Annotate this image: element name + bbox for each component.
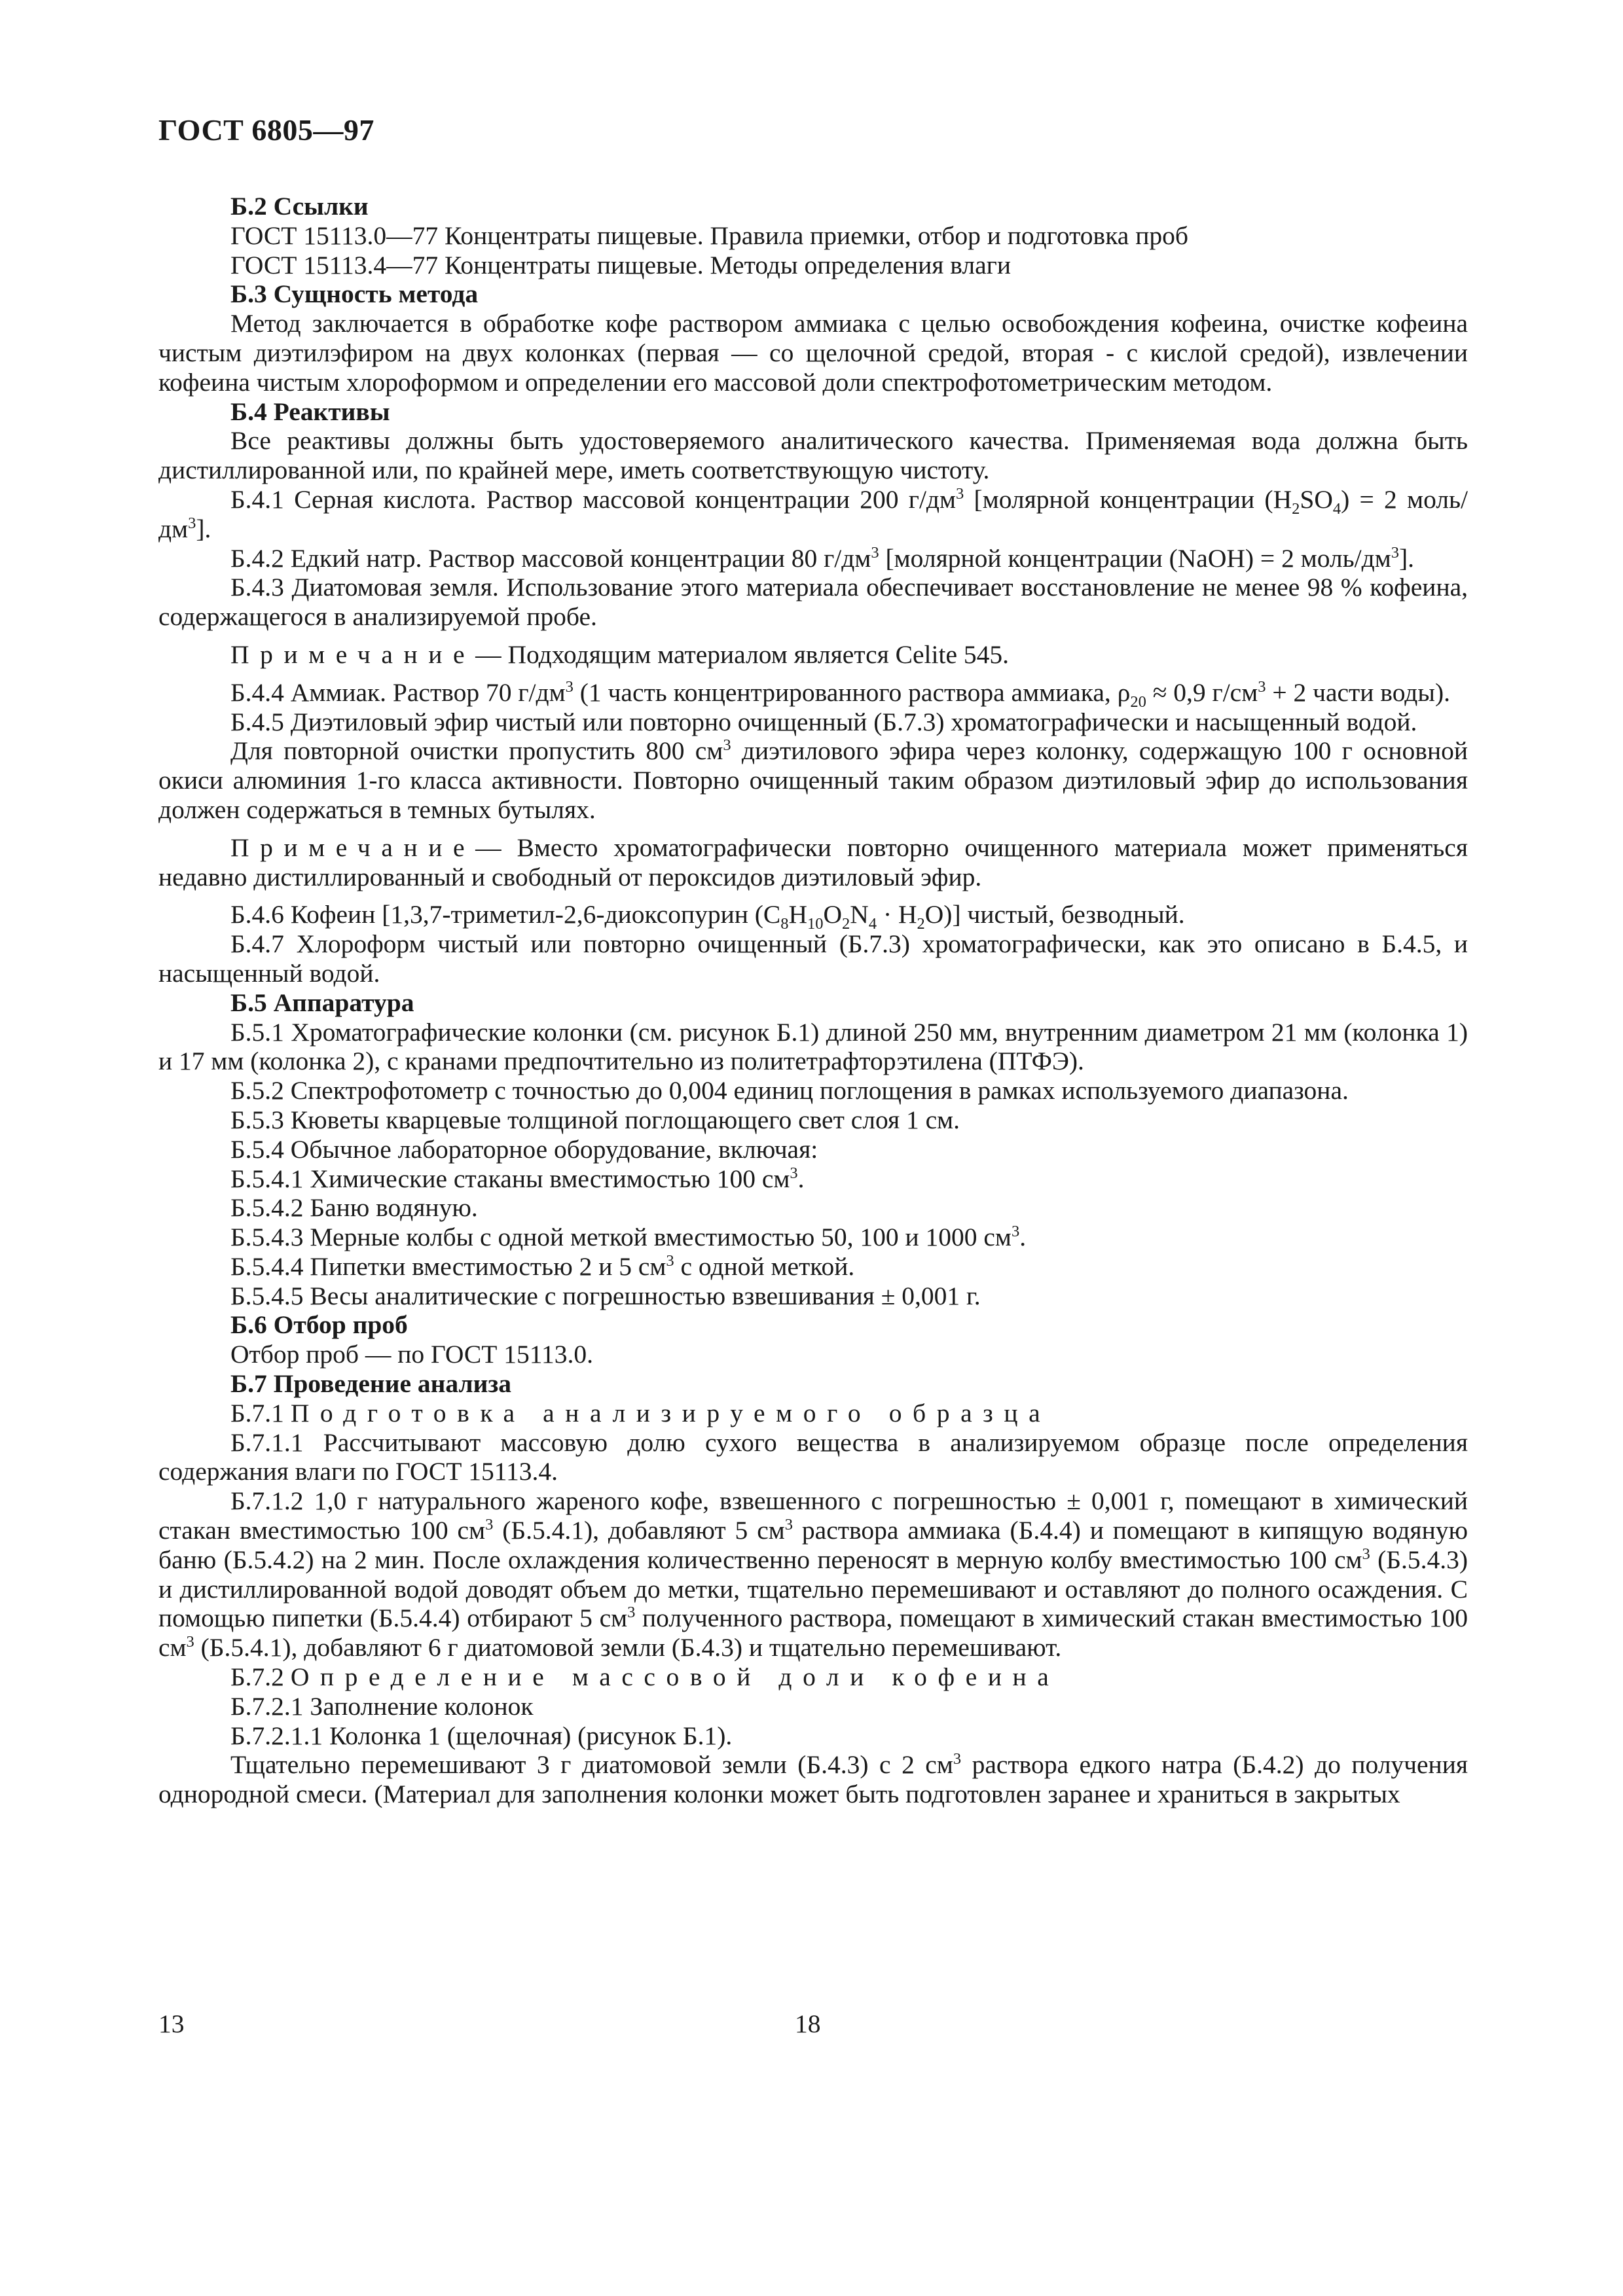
note-1: Примечание— Подходящим материалом является Celite 545. <box>230 639 1009 669</box>
reference-line: ГОСТ 15113.4—77 Концентраты пищевые. Методы определения влаги <box>230 250 1012 279</box>
paragraph-b5-4-1: Б.5.4.1 Химические стаканы вместимостью 100 $см^3$. <box>230 1164 805 1193</box>
section-heading-b2: Б.2 Ссылки <box>230 192 369 221</box>
page-number-left: 13 <box>158 2009 185 2038</box>
section-heading-b3: Б.3 Сущность метода <box>230 279 479 309</box>
section-heading-b5: Б.5 Аппаратура <box>230 988 414 1017</box>
paragraph-b7-2-1: Б.7.2.1 Заполнение колонок <box>230 1691 534 1721</box>
paragraph-b4-7: Б.4.7 Хлороформ чистый или повторно очищенный (Б.7.3) хроматографически, как это описано в Б.4.5, и насыщенный водой. <box>158 929 1468 988</box>
paragraph-b4-5: Б.4.5 Диэтиловый эфир чистый или повторно очищенный (Б.7.3) хроматографически и насыщенный водой. <box>230 707 1417 736</box>
note-2: Примечание— Вместо хроматографически повторно очищенного материала может применяться недавно дистиллированный и свободный от пероксидов диэтиловый эфир. <box>158 833 1468 891</box>
document-header: ГОСТ 6805—97 <box>158 113 374 147</box>
section-heading-b6: Б.6 Отбор проб <box>230 1310 408 1340</box>
paragraph: Метод заключается в обработке кофе раствором аммиака с целью освобождения кофеина, очистке кофеина чистым диэтилэфиром на двух колонках (первая — со щелочной средой, вторая - с кислой средой), извлечении кофеина чистым хлороформом и определении его массовой доли спектрофотометрическим методом. <box>158 309 1468 397</box>
paragraph-b7-1-2: Б.7.1.2 1,0 г натурального жареного кофе, взвешенного с погрешностью ± 0,001 г, помещают в химический стакан вместимостью 100 $см^3$ (Б.5.4.1), добавляют 5 $см^3$ раствора аммиака (Б.4.4) и помещают в кипящую водяную баню (Б.5.4.2) на 2 мин. После охлаждения количественно переносят в мерную колбу вместимостью 100 $см^3$ (Б.5.4.3) и дистиллированной водой доводят объем до метки, тщательно перемешивают и оставляют до полного осаждения. С помощью пипетки (Б.5.4.4) отбирают 5 $см^3$ полученного раствора, помещают в химический стакан вместимостью 100 $см^3$ (Б.5.4.1), добавляют 6 г диатомовой земли (Б.4.3) и тщательно перемешивают. <box>158 1486 1468 1662</box>
paragraph-b4-1: Б.4.1 Серная кислота. Раствор массовой концентрации 200 $г/дм^3$ [молярной концентрации $(H_2SO_4) = 2$ моль/$дм^3$]. <box>158 484 1468 543</box>
paragraph-b7-1-1: Б.7.1.1 Рассчитывают массовую долю сухого вещества в анализируемом образце после определения содержания влаги по ГОСТ 15113.4. <box>158 1427 1468 1486</box>
reference-line: ГОСТ 15113.0—77 Концентраты пищевые. Правила приемки, отбор и подготовка проб <box>230 221 1188 250</box>
paragraph-b5-1: Б.5.1 Хроматографические колонки (см. рисунок Б.1) длиной 250 мм, внутренним диаметром 21 мм (колонка 1) и 17 мм (колонка 2), с кранами предпочтительно из политетрафторэтилена (ПТФЭ). <box>158 1017 1468 1076</box>
paragraph-b5-4-2: Б.5.4.2 Баню водяную. <box>230 1193 478 1223</box>
page-number-center: 18 <box>795 2009 821 2038</box>
paragraph-b4-6: Б.4.6 Кофеин [1,3,7-триметил-2,6-диоксопурин $(C_8H_{10}O_2N_4 \cdot H_2O)$] чистый, безводный. <box>230 900 1185 933</box>
subsection-b7-1: Б.7.1 Подготовка анализируемого образца <box>230 1398 1051 1427</box>
paragraph-b4-2: Б.4.2 Едкий натр. Раствор массовой концентрации 80 $г/дм^3$ [молярной концентрации (NaOH) = 2 моль/$дм^3$]. <box>230 543 1414 573</box>
paragraph: Для повторной очистки пропустить 800 $см^3$ диэтилового эфира через колонку, содержащую 100 г основной окиси алюминия 1-го класса активности. Повторно очищенный таким образом диэтиловый эфир до использования должен содержаться в темных бутылях. <box>158 736 1468 824</box>
paragraph-b4-4: Б.4.4 Аммиак. Раствор 70 $г/дм^3$ (1 часть концентрированного раствора аммиака, $\rho_{20} \approx 0,9$ $г/см^3 + 2$ части воды). <box>230 677 1450 711</box>
paragraph-b5-4: Б.5.4 Обычное лабораторное оборудование, включая: <box>230 1134 818 1164</box>
document-body <box>158 192 1468 1809</box>
paragraph: Тщательно перемешивают 3 г диатомовой земли (Б.4.3) с 2 $см^3$ раствора едкого натра (Б.4.2) до получения однородной смеси. (Материал для заполнения колонки может быть подготовлен заранее и храниться в закрытых <box>158 1750 1468 1809</box>
paragraph: Все реактивы должны быть удостоверяемого аналитического качества. Применяемая вода должна быть дистиллированной или, по крайней мере, иметь соответствующую чистоту. <box>158 426 1468 485</box>
paragraph-b5-3: Б.5.3 Кюветы кварцевые толщиной поглощающего свет слоя 1 см. <box>230 1105 960 1134</box>
paragraph: Отбор проб — по ГОСТ 15113.0. <box>230 1340 594 1369</box>
paragraph-b5-4-4: Б.5.4.4 Пипетки вместимостью 2 и 5 $см^3$ с одной меткой. <box>230 1251 855 1281</box>
paragraph-b5-4-5: Б.5.4.5 Весы аналитические с погрешностью взвешивания ± 0,001 г. <box>230 1281 981 1310</box>
paragraph-b7-2-1-1: Б.7.2.1.1 Колонка 1 (щелочная) (рисунок Б.1). <box>230 1721 733 1750</box>
section-heading-b4: Б.4 Реактивы <box>230 397 390 426</box>
paragraph-b5-2: Б.5.2 Спектрофотометр с точностью до 0,004 единиц поглощения в рамках используемого диапазона. <box>230 1076 1349 1105</box>
paragraph-b4-3: Б.4.3 Диатомовая земля. Использование этого материала обеспечивает восстановление не менее 98 % кофеина, содержащегося в анализируемой пробе. <box>158 573 1468 632</box>
paragraph-b5-4-3: Б.5.4.3 Мерные колбы с одной меткой вместимостью 50, 100 и 1000 $см^3$. <box>230 1222 1027 1252</box>
section-heading-b7: Б.7 Проведение анализа <box>230 1369 512 1399</box>
subsection-b7-2: Б.7.2 Определение массовой доли кофеина <box>230 1662 1060 1692</box>
